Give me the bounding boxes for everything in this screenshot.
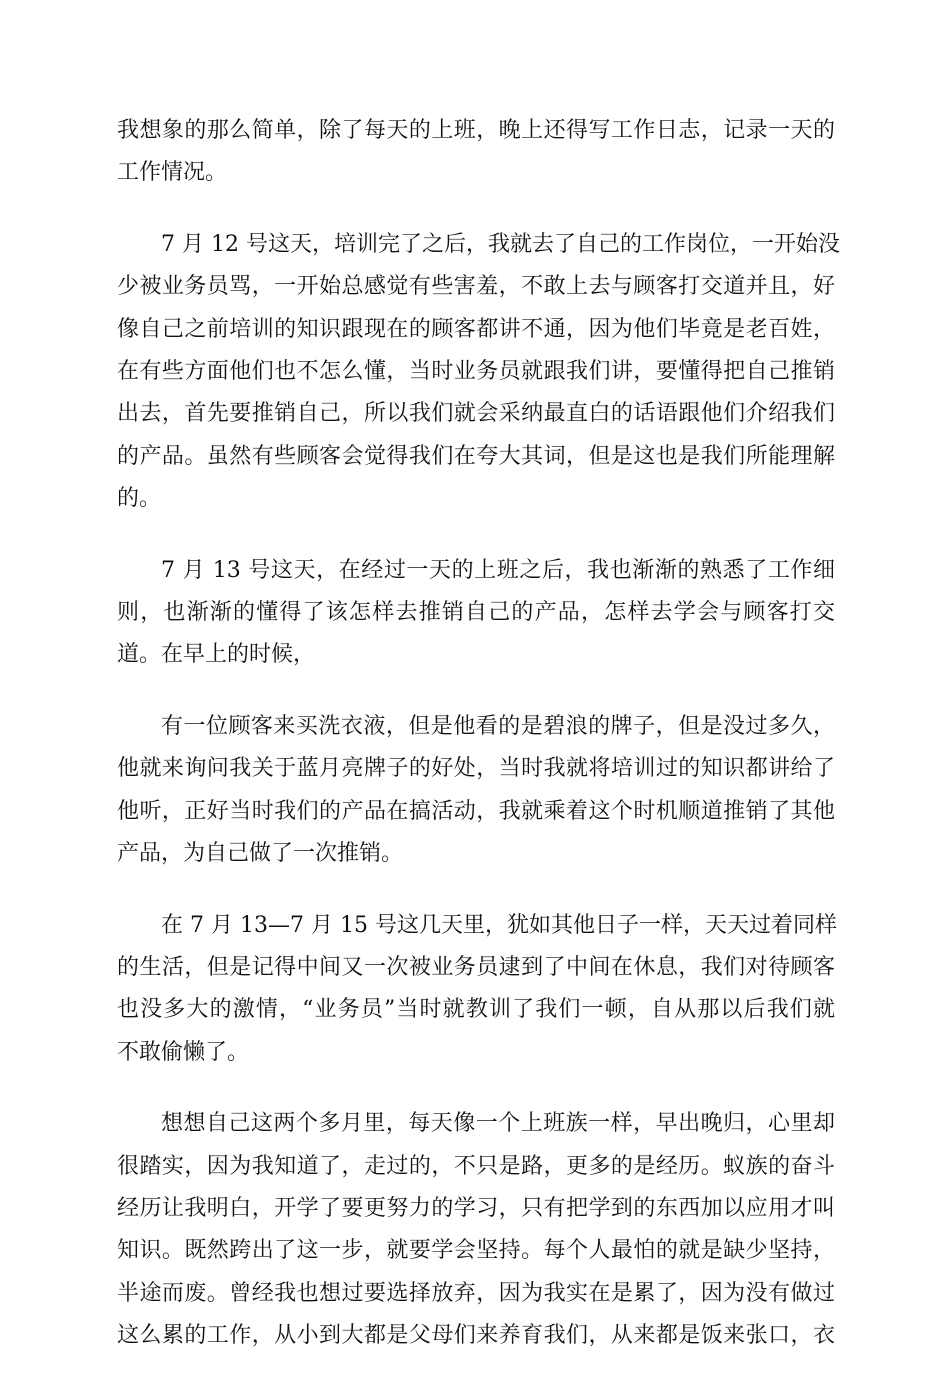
text-line: 知识。既然跨出了这一步，就要学会坚持。每个人最怕的就是缺少坚持，: [117, 1238, 835, 1264]
text-line: 在 7 月 13—7 月 15 号这几天里，犹如其他日子一样，天天过着同样: [161, 912, 837, 938]
text-line: 这么累的工作，从小到大都是父母们来养育我们，从来都是饭来张口，衣: [117, 1323, 835, 1349]
text-line: 想想自己这两个多月里，每天像一个上班族一样，早出晚归，心里却: [161, 1111, 835, 1137]
text-line: 出去，首先要推销自己，所以我们就会采纳最直白的话语跟他们介绍我们: [117, 401, 835, 427]
text-line: 半途而废。曾经我也想过要选择放弃，因为我实在是累了，因为没有做过: [117, 1280, 835, 1306]
text-line: 道。在早上的时候，: [117, 642, 316, 668]
text-line: 7 月 13 号这天，在经过一天的上班之后，我也渐渐的熟悉了工作细: [161, 557, 835, 583]
paragraph-1: [117, 110, 835, 195]
text-line: 的。: [117, 486, 162, 512]
text-line: 他听，正好当时我们的产品在搞活动，我就乘着这个时机顺道推销了其他: [117, 798, 835, 824]
text-line: 他就来询问我关于蓝月亮牌子的好处，当时我就将培训过的知识都讲给了: [117, 756, 835, 782]
paragraph-4: [117, 706, 835, 876]
paragraph-6: [117, 1103, 835, 1357]
paragraph-5: [117, 905, 835, 1075]
document-body: [117, 110, 840, 1387]
text-line: 经历让我明白，开学了要更努力的学习，只有把学到的东西加以应用才叫: [117, 1195, 835, 1221]
text-line: 7 月 12 号这天，培训完了之后，我就去了自己的工作岗位，一开始没: [161, 231, 840, 257]
paragraph-3: [117, 550, 835, 677]
text-line: 在有些方面他们也不怎么懂，当时业务员就跟我们讲，要懂得把自己推销: [117, 359, 835, 385]
text-line: 也没多大的激情，“业务员”当时就教训了我们一顿，自从那以后我们就: [117, 997, 835, 1023]
text-line: 少被业务员骂，一开始总感觉有些害羞，不敢上去与顾客打交道并且，好: [117, 274, 835, 300]
text-line: 产品，为自己做了一次推销。: [117, 841, 404, 867]
paragraph-2: [117, 224, 840, 521]
text-line: 我想象的那么简单，除了每天的上班，晚上还得写工作日志，记录一天的: [117, 118, 835, 143]
text-line: 很踏实，因为我知道了，走过的，不只是路，更多的是经历。蚁族的奋斗: [117, 1153, 835, 1179]
text-line: 的生活，但是记得中间又一次被业务员逮到了中间在休息，我们对待顾客: [117, 954, 835, 980]
text-line: 不敢偷懒了。: [117, 1039, 250, 1065]
text-line: 的产品。虽然有些顾客会觉得我们在夸大其词，但是这也是我们所能理解: [117, 443, 835, 469]
text-line: 工作情况。: [117, 160, 228, 186]
text-line: 有一位顾客来买洗衣液，但是他看的是碧浪的牌子，但是没过多久，: [161, 713, 835, 739]
text-line: 则，也渐渐的懂得了该怎样去推销自己的产品，怎样去学会与顾客打交: [117, 600, 835, 626]
text-line: 像自己之前培训的知识跟现在的顾客都讲不通，因为他们毕竟是老百姓，: [117, 316, 835, 342]
